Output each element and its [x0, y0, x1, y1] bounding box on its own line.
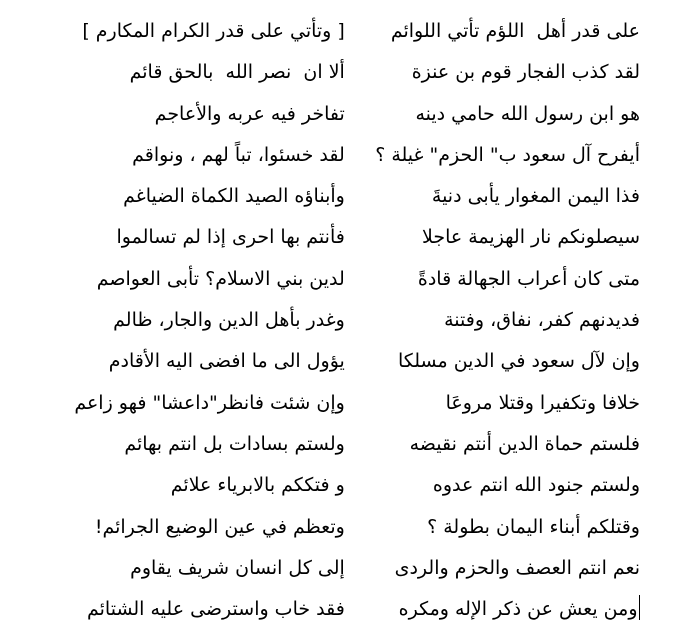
- verse-row: [25, 424, 640, 465]
- hemistich-first: [345, 341, 640, 382]
- hemistich-second: [25, 589, 345, 630]
- hemistich-second: [25, 217, 345, 258]
- hemistich-first-text: نعم انتم العصف والحزم والردى: [394, 556, 640, 579]
- verse-row: [25, 300, 640, 341]
- hemistich-second-text: تفاخر فيه عربه والأعاجم: [154, 102, 345, 125]
- hemistich-first-text: على قدر أهل اللؤم تأتي اللوائم: [390, 20, 640, 42]
- hemistich-second-text: [ وتأتي على قدر الكرام المكارم ]: [82, 20, 345, 42]
- hemistich-first: [345, 424, 640, 465]
- hemistich-second: [25, 507, 345, 548]
- hemistich-second: [25, 11, 345, 52]
- hemistich-first: [345, 259, 640, 300]
- hemistich-second: [25, 341, 345, 382]
- hemistich-second-text: فأنتم بها احرى إذا لم تسالموا: [116, 226, 345, 249]
- verse-row: [25, 217, 640, 258]
- hemistich-second-text: وغدر بأهل الدين والجار، ظالم: [113, 309, 345, 332]
- hemistich-second: [25, 52, 345, 93]
- hemistich-second-text: وتعظم في عين الوضيع الجرائم!: [94, 515, 345, 538]
- hemistich-first-text: خلافا وتكفيرا وقتلا مروعَا: [445, 391, 640, 414]
- hemistich-first-text: ولستم جنود الله انتم عدوه: [432, 474, 640, 497]
- hemistich-first: [345, 52, 640, 93]
- hemistich-first: [345, 589, 640, 630]
- hemistich-second-text: وأبناؤه الصيد الكماة الضياغم: [123, 185, 345, 208]
- hemistich-first-text: أيفرح آل سعود ب" الحزم" غيلة ؟: [375, 143, 640, 166]
- hemistich-first: [345, 507, 640, 548]
- hemistich-first: [345, 176, 640, 217]
- verse-row: [25, 548, 640, 589]
- verse-row: [25, 341, 640, 382]
- hemistich-second-text: و فتككم بالابرياء علائم: [170, 474, 345, 497]
- verse-row: [25, 135, 640, 176]
- hemistich-second-text: فقد خاب واسترضى عليه الشتائم: [86, 598, 345, 621]
- hemistich-second-text: وإن شئت فانظر"داعشا" فهو زاعم: [74, 391, 345, 414]
- verse-row: [25, 507, 640, 548]
- hemistich-second: [25, 94, 345, 135]
- verse-row: [25, 11, 640, 52]
- hemistich-first: [345, 300, 640, 341]
- text-cursor[interactable]: [639, 595, 641, 620]
- hemistich-second: [25, 259, 345, 300]
- verse-row: [25, 465, 640, 506]
- verse-row: [25, 52, 640, 93]
- hemistich-second-text: إلى كل انسان شريف يقاوم: [130, 556, 345, 579]
- hemistich-first-text: ومن يعش عن ذكر الإله ومكره: [398, 598, 638, 621]
- hemistich-second: [25, 135, 345, 176]
- hemistich-first: [345, 383, 640, 424]
- hemistich-first: [345, 135, 640, 176]
- verse-row: [25, 383, 640, 424]
- hemistich-first-text: هو ابن رسول الله حامي دينه: [415, 102, 640, 125]
- hemistich-second: [25, 300, 345, 341]
- hemistich-first: [345, 11, 640, 52]
- hemistich-first-text: فلستم حماة الدين أنتم نقيضه: [409, 432, 640, 455]
- hemistich-second: [25, 424, 345, 465]
- hemistich-second: [25, 465, 345, 506]
- hemistich-first: [345, 94, 640, 135]
- hemistich-first-text: وقتلكم أبناء اليمان بطولة ؟: [427, 515, 640, 538]
- verse-row: [25, 259, 640, 300]
- hemistich-first: [345, 548, 640, 589]
- hemistich-first: [345, 465, 640, 506]
- hemistich-first-text: سيصلونكم نار الهزيمة عاجلا: [421, 226, 640, 249]
- hemistich-first-text: متى كان أعراب الجهالة قادةً: [417, 267, 640, 290]
- hemistich-second-text: لقد خسئوا، تباً لهم ، ونواقم: [132, 143, 345, 166]
- hemistich-second-text: لدين بني الاسلام؟ تأبى العواصم: [96, 267, 345, 290]
- hemistich-first-text: فديدنهم كفر، نفاق، وفتنة: [444, 309, 640, 332]
- hemistich-second: [25, 383, 345, 424]
- poem: [25, 11, 640, 630]
- hemistich-first-text: وإن لآل سعود في الدين مسلكا: [397, 350, 640, 373]
- hemistich-first-text: فذا اليمن المغوار يأبى دنيةَ: [431, 185, 640, 208]
- verse-row: [25, 94, 640, 135]
- verse-row: [25, 589, 640, 630]
- hemistich-first-text: لقد كذب الفجار قوم بن عنزة: [411, 61, 640, 84]
- hemistich-second-text: يؤول الى ما افضى اليه الأقادم: [108, 350, 345, 373]
- hemistich-second-text: ألا ان نصر الله بالحق قائم: [129, 61, 345, 84]
- hemistich-second: [25, 548, 345, 589]
- hemistich-second-text: ولستم بسادات بل انتم بهائم: [124, 432, 345, 455]
- verse-row: [25, 176, 640, 217]
- hemistich-first: [345, 217, 640, 258]
- hemistich-second: [25, 176, 345, 217]
